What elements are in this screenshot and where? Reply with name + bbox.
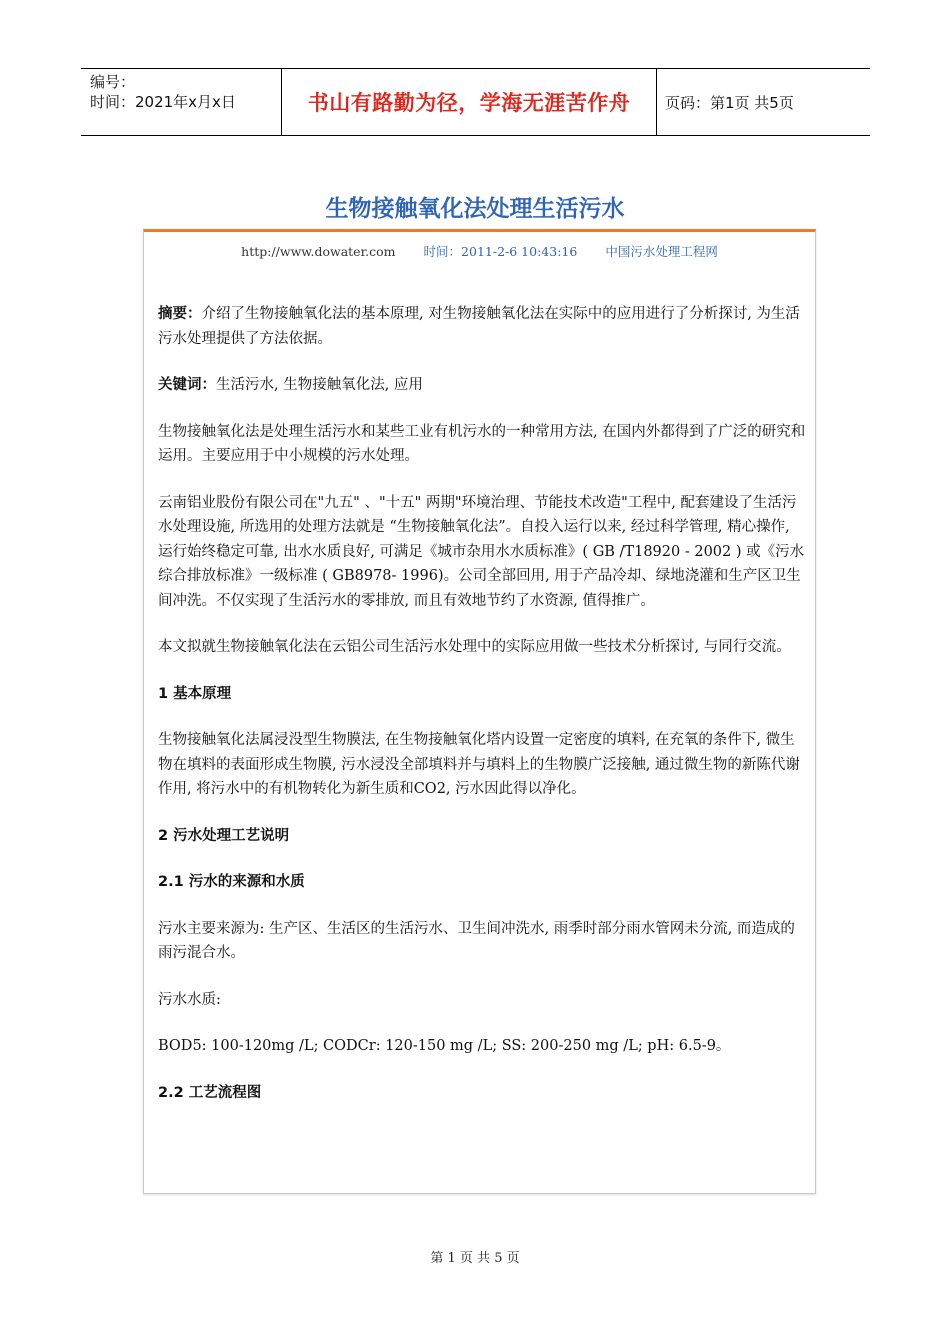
abstract [158,302,806,351]
abstract-label: 摘要： [158,306,202,322]
publish-time: 时间：2011-2-6 10:43:16 [423,244,578,259]
number-label: 编号： [90,73,136,91]
paragraph-3: 本文拟就生物接触氧化法在云铝公司生活污水处理中的实际应用做一些技术分析探讨, 与同行交流。 [158,639,791,655]
page-footer: 第 1 页 共 5 页 [430,1251,520,1266]
page-info: 页码：第1页 共5页 [665,93,794,112]
article-title: 生物接触氧化法处理生活污水 [325,196,625,222]
abstract-text: 介绍了生物接触氧化法的基本原理, 对生物接触氧化法在实际中的应用进行了分析探讨, 为生活污水处理提供了方法依据。 [158,306,800,347]
header-left-cell [81,69,282,135]
article-meta [143,242,816,260]
paragraph-7: BOD5: 100-120mg /L; CODCr: 120-150 mg /L; SS: 200-250 mg /L; pH: 6.5-9。 [158,1038,731,1054]
paragraph-1: 生物接触氧化法是处理生活污水和某些工业有机污水的一种常用方法, 在国内外都得到了广泛的研究和运用。主要应用于中小规模的污水处理。 [158,423,806,464]
paragraph-6: 污水水质: [158,991,221,1008]
article-content [158,302,806,1127]
heading-2-2: 2.2 工艺流程图 [158,1084,262,1101]
paragraph-2: 云南铝业股份有限公司在"九五" 、"十五" 两期"环境治理、节能技术改造"工程中, 配套建设了生活污水处理设施, 所选用的处理方法就是 “生物接触氧化法”。自投入运行以来, 经过科学管理, 精心操作, 运行始终稳定可靠, 出水水质良好, 可满足《城市杂用水水质标准》( GB /T18920 - 2002 ) 或《污水综合排放标准》一级标准 ( GB8978- 1996)。公司全部回用, 用于产品冷却、绿地浇灌和生产区卫生间冲洗。不仅实现了生活污水的零排放, 而且有效地节约了水资源, 值得推广。 [158,494,805,609]
heading-2-1: 2.1 污水的来源和水质 [158,874,305,890]
header-table [81,68,870,136]
heading-2: 2 污水处理工艺说明 [158,827,290,844]
header-middle-cell [282,69,657,135]
paragraph-5: 污水主要来源为: 生产区、生活区的生活污水、卫生间冲洗水, 雨季时部分雨水管网未分流, 而造成的雨污混合水。 [158,920,795,961]
slogan: 书山有路勤为径，学海无涯苦作舟 [307,91,631,115]
keywords-label: 关键词： [158,377,216,393]
source-url[interactable]: http://www.dowater.com [241,244,396,259]
heading-1: 1 基本原理 [158,685,232,702]
keywords-text: 生活污水, 生物接触氧化法, 应用 [216,377,423,393]
paragraph-4: 生物接触氧化法属浸没型生物膜法, 在生物接触氧化塔内设置一定密度的填料, 在充氧的条件下, 微生物在填料的表面形成生物膜, 污水浸没全部填料并与填料上的生物膜广泛接触, 通过微生物的新陈代谢作用, 将污水中的有机物转化为新生质和CO2, 污水因此得以净化。 [158,732,800,797]
source-site: 中国污水处理工程网 [605,244,718,259]
time-label: 时间：2021年x月x日 [90,93,236,111]
keywords [158,373,806,398]
